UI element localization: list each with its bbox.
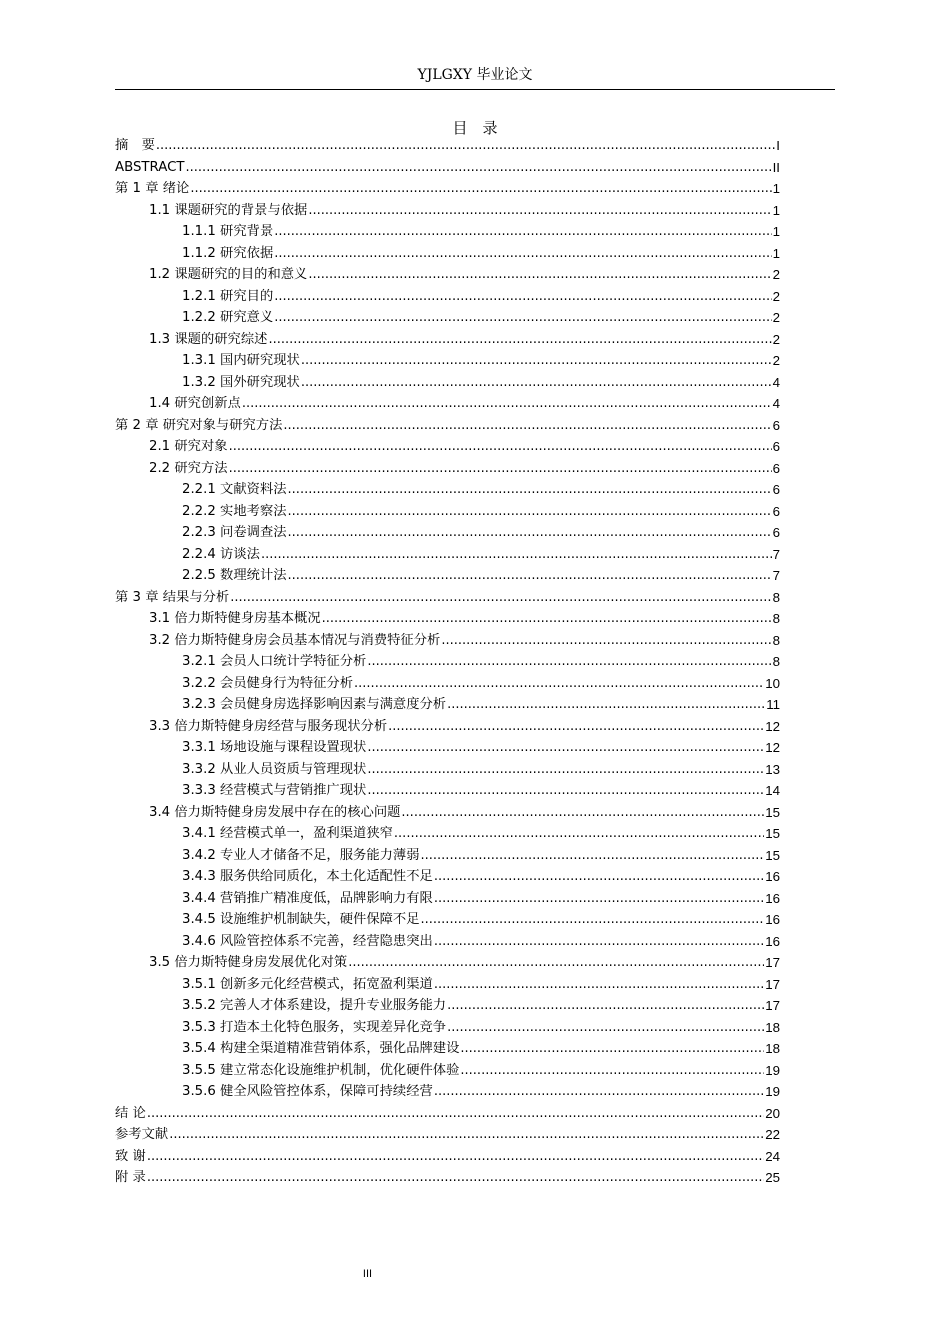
toc-entry-label: 3.4.6 风险管控体系不完善，经营隐患突出: [182, 933, 433, 949]
toc-entry-page: 1: [772, 181, 780, 196]
toc-entry-label: 第 2 章 研究对象与研究方法: [115, 417, 283, 433]
toc-dot-leader: [301, 372, 772, 394]
toc-entry-page: 15: [765, 826, 780, 841]
toc-dot-leader: [348, 952, 764, 974]
toc-entry-page: 8: [772, 632, 780, 648]
toc-entry-page: 1: [772, 245, 780, 261]
toc-dot-leader: [288, 522, 772, 544]
toc-entry-label: 2.1 研究对象: [149, 439, 228, 454]
toc-entry[interactable]: [115, 372, 780, 394]
toc-entry[interactable]: [115, 200, 780, 222]
toc-entry[interactable]: [115, 1124, 780, 1146]
toc-dot-leader: [169, 1124, 764, 1146]
toc-entry-label: 第 1 章 绪论: [115, 181, 190, 196]
toc-entry-label: 3.4 倍力斯特健身房发展中存在的核心问题: [149, 804, 401, 820]
toc-entry[interactable]: [115, 479, 780, 501]
toc-entry-label: 2.2 研究方法: [149, 460, 228, 476]
toc-dot-leader: [447, 694, 765, 716]
toc-entry-label: 3.5.5 建立常态化设施维护机制，优化硬件体验: [182, 1062, 460, 1078]
toc-dot-leader: [147, 1146, 764, 1168]
toc-dot-leader: [434, 1081, 764, 1103]
toc-dot-leader: [367, 651, 771, 673]
toc-dot-leader: [421, 845, 765, 867]
toc-dot-leader: [268, 329, 771, 351]
toc-entry-label: 3.5.6 健全风险管控体系，保障可持续经营: [182, 1084, 433, 1099]
toc-dot-leader: [147, 1103, 764, 1125]
toc-dot-leader: [401, 802, 764, 824]
toc-entry[interactable]: [115, 1060, 780, 1082]
toc-entry-page: 24: [765, 1148, 780, 1164]
toc-entry-label: 1.1.2 研究依据: [182, 245, 274, 261]
toc-entry[interactable]: [115, 673, 780, 695]
toc-dot-leader: [434, 974, 764, 996]
toc-entry-label: 3.3.2 从业人员资质与管理现状: [182, 761, 367, 777]
toc-dot-leader: [288, 479, 772, 501]
toc-dot-leader: [274, 286, 771, 308]
toc-entry-label: 2.2.3 问卷调查法: [182, 525, 287, 540]
toc-entry-page: 8: [772, 589, 780, 605]
toc-entry-page: 8: [772, 654, 780, 669]
toc-entry-label: 3.2.3 会员健身房选择影响因素与满意度分析: [182, 697, 447, 712]
page-number: III: [362, 1268, 373, 1280]
toc-entry[interactable]: [115, 501, 780, 523]
toc-entry-label: 1.4 研究创新点: [149, 396, 241, 411]
table-of-contents: [115, 135, 780, 1189]
toc-entry-label: 3.5 倍力斯特健身房发展优化对策: [149, 955, 348, 970]
toc-entry[interactable]: [115, 307, 780, 329]
toc-dot-leader: [274, 221, 771, 243]
toc-entry-label: 3.3 倍力斯特健身房经营与服务现状分析: [149, 718, 388, 734]
toc-entry-label: 1.2.1 研究目的: [182, 288, 274, 304]
toc-dot-leader: [156, 135, 775, 157]
toc-entry-label: 3.2.2 会员健身行为特征分析: [182, 675, 354, 691]
toc-entry-page: 6: [772, 525, 780, 540]
toc-dot-leader: [421, 909, 765, 931]
toc-entry[interactable]: [115, 1038, 780, 1060]
toc-entry-label: 1.1 课题研究的背景与依据: [149, 202, 308, 218]
toc-entry-label: 1.2.2 研究意义: [182, 310, 274, 325]
toc-entry-label: 第 3 章 结果与分析: [115, 589, 230, 605]
toc-entry-page: 2: [772, 288, 780, 304]
toc-entry-page: 6: [772, 439, 780, 454]
toc-dot-leader: [394, 823, 764, 845]
toc-entry-page: 6: [772, 482, 780, 497]
toc-entry[interactable]: [115, 329, 780, 351]
toc-dot-leader: [301, 350, 772, 372]
toc-entry[interactable]: [115, 823, 780, 845]
toc-entry-page: 10: [765, 675, 780, 691]
toc-title: 目 录: [452, 119, 498, 137]
toc-entry[interactable]: [115, 286, 780, 308]
toc-entry[interactable]: [115, 759, 780, 781]
toc-entry[interactable]: [115, 909, 780, 931]
toc-dot-leader: [308, 200, 771, 222]
toc-entry-page: 19: [765, 1084, 780, 1099]
toc-entry-label: ABSTRACT: [115, 159, 185, 175]
toc-entry-page: 15: [765, 847, 780, 863]
toc-entry-page: 13: [765, 761, 780, 777]
toc-entry[interactable]: [115, 1103, 780, 1125]
toc-dot-leader: [434, 866, 764, 888]
toc-entry[interactable]: [115, 931, 780, 953]
toc-entry[interactable]: [115, 845, 780, 867]
toc-entry-label: 致 谢: [115, 1148, 146, 1164]
toc-entry-page: 6: [772, 503, 780, 519]
toc-entry-label: 3.4.5 设施维护机制缺失，硬件保障不足: [182, 912, 420, 927]
toc-dot-leader: [354, 673, 764, 695]
toc-entry-label: 3.4.1 经营模式单一，盈利渠道狭窄: [182, 826, 393, 841]
toc-entry-page: 15: [765, 804, 780, 820]
toc-dot-leader: [308, 264, 771, 286]
toc-entry-page: 16: [765, 869, 780, 884]
toc-entry[interactable]: [115, 436, 780, 458]
toc-entry[interactable]: [115, 608, 780, 630]
toc-entry-label: 3.4.2 专业人才储备不足，服务能力薄弱: [182, 847, 420, 863]
toc-entry[interactable]: [115, 1081, 780, 1103]
toc-entry[interactable]: [115, 866, 780, 888]
toc-entry-page: 16: [765, 912, 780, 927]
toc-dot-leader: [242, 393, 772, 415]
toc-entry-page: 2: [772, 353, 780, 368]
toc-entry-label: 1.1.1 研究背景: [182, 224, 274, 239]
toc-entry[interactable]: [115, 952, 780, 974]
toc-entry-label: 3.2 倍力斯特健身房会员基本情况与消费特征分析: [149, 632, 441, 648]
toc-dot-leader: [447, 1017, 764, 1039]
toc-entry-page: 16: [765, 890, 780, 906]
toc-entry[interactable]: [115, 995, 780, 1017]
toc-entry[interactable]: [115, 458, 780, 480]
toc-entry[interactable]: [115, 694, 780, 716]
toc-entry-label: 2.2.1 文献资料法: [182, 482, 287, 497]
toc-dot-leader: [434, 931, 764, 953]
toc-entry[interactable]: [115, 716, 780, 738]
toc-entry-page: 8: [772, 611, 780, 626]
toc-entry-page: 11: [766, 697, 780, 712]
toc-entry-page: 17: [765, 998, 780, 1013]
toc-dot-leader: [388, 716, 764, 738]
toc-entry-page: 2: [772, 267, 780, 282]
toc-entry-label: 2.2.5 数理统计法: [182, 568, 287, 583]
toc-entry[interactable]: [115, 350, 780, 372]
toc-entry-page: 19: [765, 1062, 780, 1078]
toc-entry[interactable]: [115, 522, 780, 544]
toc-entry-label: 参考文献: [115, 1127, 169, 1142]
toc-entry-page: 1: [772, 224, 780, 239]
toc-entry-page: 20: [765, 1105, 780, 1121]
toc-entry[interactable]: [115, 393, 780, 415]
toc-entry-label: 3.5.1 创新多元化经营模式，拓宽盈利渠道: [182, 976, 433, 992]
toc-entry[interactable]: [115, 1167, 780, 1189]
toc-entry-page: 18: [765, 1019, 780, 1035]
toc-dot-leader: [288, 501, 772, 523]
toc-dot-leader: [367, 759, 764, 781]
toc-dot-leader: [288, 565, 772, 587]
toc-dot-leader: [147, 1167, 764, 1189]
toc-entry[interactable]: [115, 544, 780, 566]
toc-entry-page: 7: [772, 546, 780, 562]
toc-entry-page: I: [776, 138, 780, 153]
toc-entry-label: 1.3.1 国内研究现状: [182, 353, 300, 368]
toc-entry-page: 7: [772, 568, 780, 583]
toc-entry[interactable]: [115, 651, 780, 673]
toc-entry[interactable]: [115, 243, 780, 265]
toc-entry[interactable]: [115, 135, 780, 157]
toc-entry-label: 1.3 课题的研究综述: [149, 331, 268, 347]
toc-dot-leader: [367, 737, 764, 759]
toc-entry-label: 3.1 倍力斯特健身房基本概况: [149, 611, 321, 626]
toc-entry-label: 3.2.1 会员人口统计学特征分析: [182, 654, 367, 669]
toc-dot-leader: [460, 1060, 764, 1082]
toc-entry-page: 18: [765, 1041, 780, 1056]
toc-dot-leader: [229, 436, 772, 458]
toc-entry[interactable]: [115, 802, 780, 824]
toc-entry-label: 3.3.1 场地设施与课程设置现状: [182, 740, 367, 755]
toc-entry-label: 3.3.3 经营模式与营销推广现状: [182, 783, 367, 798]
toc-dot-leader: [447, 995, 764, 1017]
toc-entry-page: 6: [772, 417, 780, 433]
toc-entry-page: 1: [772, 202, 780, 218]
toc-entry-label: 3.5.4 构建全渠道精准营销体系，强化品牌建设: [182, 1041, 460, 1056]
toc-entry[interactable]: [115, 974, 780, 996]
toc-entry-label: 附 录: [115, 1170, 146, 1185]
toc-dot-leader: [441, 630, 771, 652]
page-header-title: YJLGXY 毕业论文: [417, 67, 533, 83]
toc-dot-leader: [230, 587, 771, 609]
toc-entry[interactable]: [115, 565, 780, 587]
toc-entry-page: II: [772, 159, 780, 175]
toc-entry-page: 17: [765, 976, 780, 992]
toc-entry-page: 12: [765, 718, 780, 734]
toc-entry-label: 1.3.2 国外研究现状: [182, 374, 300, 390]
toc-entry-page: 2: [772, 310, 780, 325]
toc-entry[interactable]: [115, 780, 780, 802]
toc-entry[interactable]: [115, 1146, 780, 1168]
toc-entry[interactable]: [115, 415, 780, 437]
toc-entry-page: 25: [765, 1170, 780, 1185]
toc-entry-label: 2.2.2 实地考察法: [182, 503, 287, 519]
toc-entry-page: 2: [772, 331, 780, 347]
toc-dot-leader: [434, 888, 764, 910]
toc-entry-label: 摘 要: [115, 138, 155, 153]
toc-entry[interactable]: [115, 178, 780, 200]
toc-entry-label: 结 论: [115, 1105, 146, 1121]
toc-dot-leader: [274, 243, 771, 265]
toc-dot-leader: [229, 458, 772, 480]
toc-entry-page: 16: [765, 933, 780, 949]
toc-dot-leader: [186, 157, 772, 179]
toc-entry-label: 2.2.4 访谈法: [182, 546, 260, 562]
toc-entry-label: 3.5.3 打造本土化特色服务，实现差异化竞争: [182, 1019, 447, 1035]
toc-dot-leader: [274, 307, 771, 329]
toc-entry[interactable]: [115, 888, 780, 910]
toc-entry[interactable]: [115, 1017, 780, 1039]
toc-dot-leader: [261, 544, 772, 566]
toc-entry[interactable]: [115, 587, 780, 609]
toc-entry[interactable]: [115, 630, 780, 652]
toc-entry[interactable]: [115, 264, 780, 286]
toc-entry-page: 4: [772, 374, 780, 390]
toc-dot-leader: [190, 178, 771, 200]
toc-entry-page: 22: [765, 1127, 780, 1142]
toc-dot-leader: [283, 415, 771, 437]
toc-entry[interactable]: [115, 157, 780, 179]
toc-entry-page: 17: [765, 955, 780, 970]
toc-entry[interactable]: [115, 221, 780, 243]
toc-entry[interactable]: [115, 737, 780, 759]
toc-entry-label: 1.2 课题研究的目的和意义: [149, 267, 308, 282]
toc-dot-leader: [322, 608, 772, 630]
toc-entry-page: 4: [772, 396, 780, 411]
toc-entry-label: 3.4.3 服务供给同质化，本土化适配性不足: [182, 869, 433, 884]
toc-entry-label: 3.5.2 完善人才体系建设，提升专业服务能力: [182, 998, 447, 1013]
toc-entry-page: 6: [772, 460, 780, 476]
toc-dot-leader: [367, 780, 764, 802]
toc-entry-page: 12: [765, 740, 780, 755]
header-divider: [115, 89, 835, 90]
toc-dot-leader: [460, 1038, 764, 1060]
toc-entry-page: 14: [765, 783, 780, 798]
toc-entry-label: 3.4.4 营销推广精准度低，品牌影响力有限: [182, 890, 433, 906]
